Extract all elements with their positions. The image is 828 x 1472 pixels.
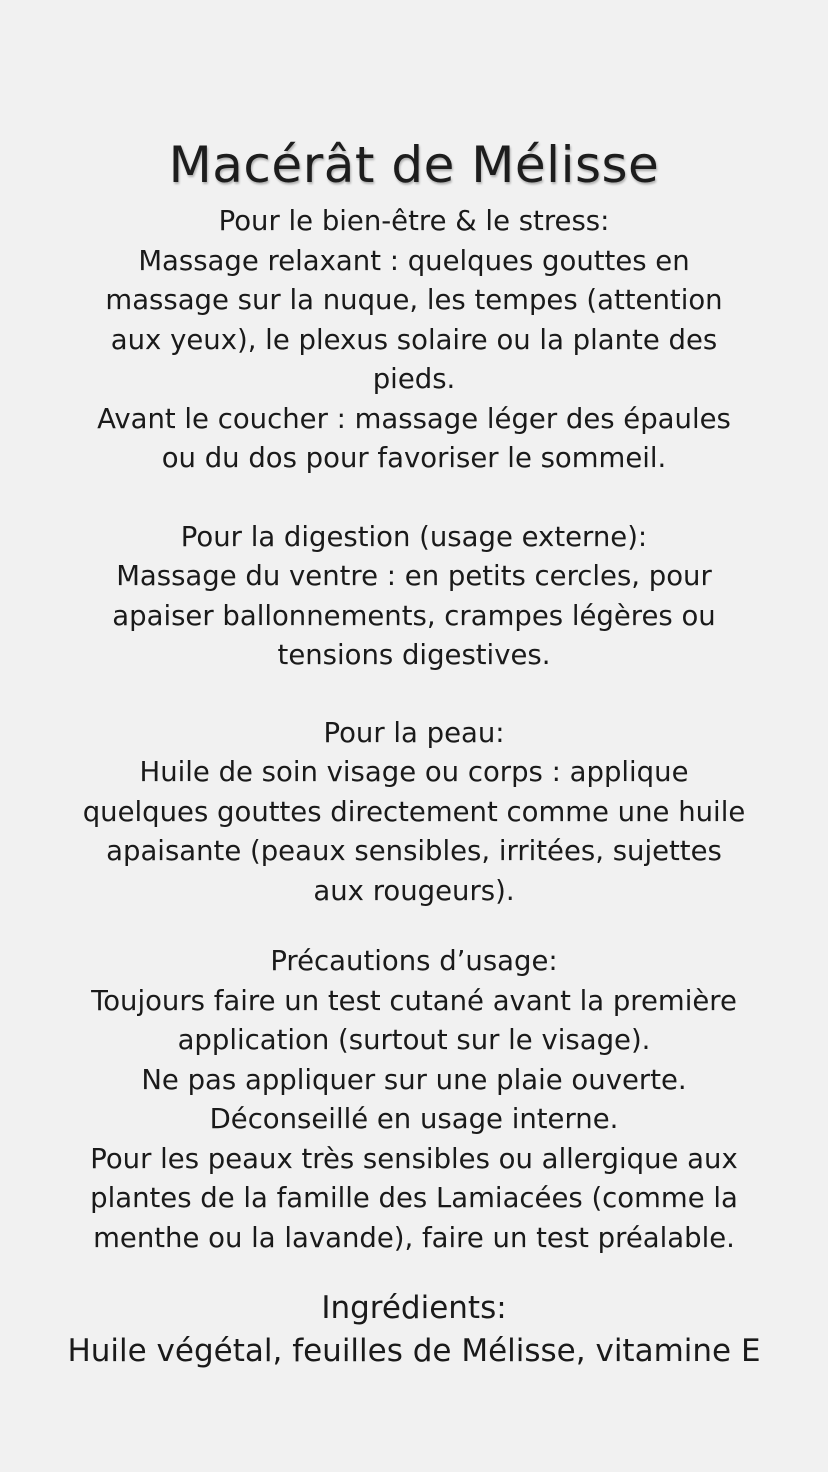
section-line: Huile végétal, feuilles de Mélisse, vitamine E	[67, 1333, 761, 1369]
section-line: Ne pas appliquer sur une plaie ouverte.	[141, 1063, 687, 1096]
section-wellbeing-stress	[36, 202, 792, 479]
section-line: menthe ou la lavande), faire un test préalable.	[93, 1221, 735, 1254]
section-line: ou du dos pour favoriser le sommeil.	[161, 442, 667, 474]
section-line: Déconseillé en usage interne.	[209, 1103, 619, 1135]
section-precautions	[36, 942, 792, 1258]
section-heading: Ingrédients:	[321, 1290, 507, 1326]
section-line: plantes de la famille des Lamiacées (comme la	[90, 1182, 738, 1214]
section-skin	[36, 714, 792, 912]
section-digestion	[36, 518, 792, 676]
section-heading: Pour la peau:	[323, 716, 505, 749]
section-line: pieds.	[372, 363, 456, 395]
section-heading: Pour la digestion (usage externe):	[180, 520, 648, 553]
section-line: Massage du ventre : en petits cercles, pour	[116, 560, 712, 592]
section-line: apaiser ballonnements, crampes légères ou	[112, 599, 716, 632]
section-line: Huile de soin visage ou corps : applique	[139, 756, 689, 788]
section-heading: Pour le bien-être & le stress:	[218, 205, 610, 237]
section-line: quelques gouttes directement comme une huile	[82, 795, 746, 828]
section-heading: Précautions d’usage:	[270, 945, 558, 977]
page-title: Macérât de Mélisse	[168, 136, 660, 194]
section-line: aux yeux), le plexus solaire ou la plante des	[110, 323, 718, 356]
section-line: tensions digestives.	[277, 639, 551, 671]
section-line: aux rougeurs).	[313, 874, 515, 907]
section-line: apaisante (peaux sensibles, irritées, sujettes	[106, 835, 722, 867]
section-line: Avant le coucher : massage léger des épaules	[97, 402, 731, 435]
section-ingredients	[36, 1287, 792, 1373]
section-line: Massage relaxant : quelques gouttes en	[138, 244, 690, 277]
section-line: Pour les peaux très sensibles ou allergique aux	[90, 1142, 738, 1175]
section-line: Toujours faire un test cutané avant la première	[91, 984, 737, 1017]
section-line: massage sur la nuque, les tempes (attention	[105, 284, 723, 316]
section-line: application (surtout sur le visage).	[177, 1024, 651, 1056]
